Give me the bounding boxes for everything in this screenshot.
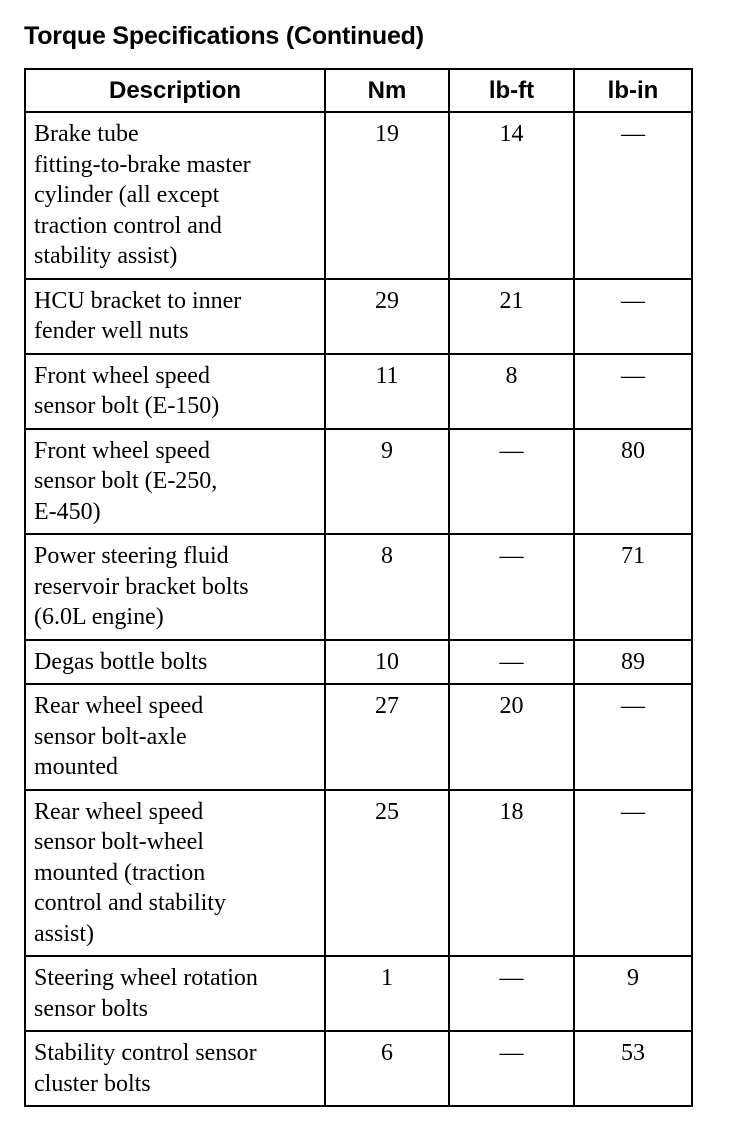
lb-ft-cell: — bbox=[449, 956, 574, 1031]
lb-in-cell: 53 bbox=[574, 1031, 692, 1106]
nm-cell: 29 bbox=[325, 279, 449, 354]
table-row bbox=[25, 429, 692, 535]
table-row bbox=[25, 640, 692, 685]
lb-ft-cell: 20 bbox=[449, 684, 574, 790]
lb-ft-cell: 14 bbox=[449, 112, 574, 279]
description-cell: Front wheel speed sensor bolt (E-150) bbox=[25, 354, 325, 429]
nm-cell: 6 bbox=[325, 1031, 449, 1106]
table-row bbox=[25, 112, 692, 279]
description-cell: Steering wheel rotation sensor bolts bbox=[25, 956, 325, 1031]
table-row bbox=[25, 684, 692, 790]
lb-in-cell: 9 bbox=[574, 956, 692, 1031]
description-cell: Rear wheel speed sensor bolt-wheel mounted (traction control and stability assist) bbox=[25, 790, 325, 957]
description-cell: Brake tube fitting-to-brake master cylinder (all except traction control and stability assist) bbox=[25, 112, 325, 279]
description-cell: Degas bottle bolts bbox=[25, 640, 325, 685]
lb-ft-cell: 8 bbox=[449, 354, 574, 429]
lb-ft-cell: — bbox=[449, 534, 574, 640]
table-row bbox=[25, 1031, 692, 1106]
lb-ft-cell: 21 bbox=[449, 279, 574, 354]
lb-in-cell: — bbox=[574, 684, 692, 790]
page-title: Torque Specifications (Continued) bbox=[24, 22, 424, 50]
nm-cell: 9 bbox=[325, 429, 449, 535]
lb-in-cell: — bbox=[574, 354, 692, 429]
table-row bbox=[25, 790, 692, 957]
description-cell: Stability control sensor cluster bolts bbox=[25, 1031, 325, 1106]
lb-in-cell: — bbox=[574, 790, 692, 957]
lb-ft-cell: — bbox=[449, 640, 574, 685]
nm-cell: 10 bbox=[325, 640, 449, 685]
lb-in-cell: 71 bbox=[574, 534, 692, 640]
nm-cell: 11 bbox=[325, 354, 449, 429]
header-lb-ft: lb-ft bbox=[449, 69, 574, 112]
table-row bbox=[25, 354, 692, 429]
lb-ft-cell: — bbox=[449, 429, 574, 535]
torque-specifications-table bbox=[24, 68, 693, 1107]
description-cell: Power steering fluid reservoir bracket bolts (6.0L engine) bbox=[25, 534, 325, 640]
table-row bbox=[25, 279, 692, 354]
lb-in-cell: 89 bbox=[574, 640, 692, 685]
header-lb-in: lb-in bbox=[574, 69, 692, 112]
description-cell: HCU bracket to inner fender well nuts bbox=[25, 279, 325, 354]
nm-cell: 8 bbox=[325, 534, 449, 640]
lb-ft-cell: 18 bbox=[449, 790, 574, 957]
lb-ft-cell: — bbox=[449, 1031, 574, 1106]
nm-cell: 19 bbox=[325, 112, 449, 279]
table-header-row bbox=[25, 69, 692, 112]
lb-in-cell: — bbox=[574, 112, 692, 279]
header-nm: Nm bbox=[325, 69, 449, 112]
nm-cell: 27 bbox=[325, 684, 449, 790]
lb-in-cell: 80 bbox=[574, 429, 692, 535]
header-description: Description bbox=[25, 69, 325, 112]
table-row bbox=[25, 956, 692, 1031]
description-cell: Rear wheel speed sensor bolt-axle mounted bbox=[25, 684, 325, 790]
lb-in-cell: — bbox=[574, 279, 692, 354]
table-row bbox=[25, 534, 692, 640]
nm-cell: 25 bbox=[325, 790, 449, 957]
description-cell: Front wheel speed sensor bolt (E-250, E-450) bbox=[25, 429, 325, 535]
nm-cell: 1 bbox=[325, 956, 449, 1031]
